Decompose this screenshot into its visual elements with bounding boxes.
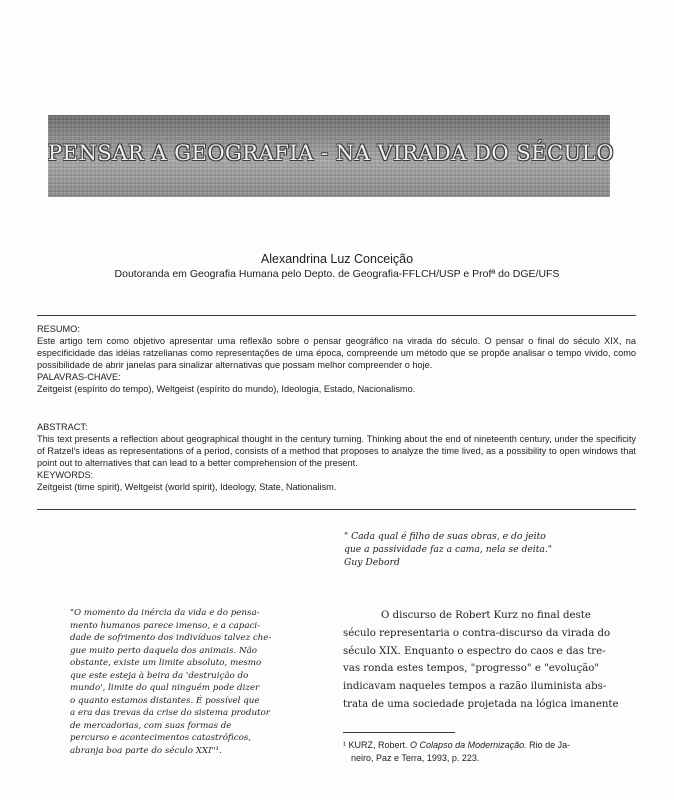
resumo-text: Este artigo tem como objetivo apresentar uma reflexão sobre o pensar geográfico na virada do século. O pensar o final do século XIX, na especificidade das idéias ratzelianas como representações de uma época, compreende um método que se propõe analisar o tempo vivido, como possibilidade de abrir janelas para sinalizar alternativas que possam melhor compreender o hoje. (37, 336, 636, 370)
quote-line: mento humanos parece imenso, e a capaci- (70, 620, 261, 631)
title-banner (48, 115, 614, 197)
quote-line: "O momento da inércia da vida e do pensa- (70, 608, 260, 618)
body-text (343, 607, 619, 714)
author-name: Alexandrina Luz Conceição (260, 252, 414, 266)
body-line: século XIX. Enquanto o espectro do caos e das tre- (343, 645, 606, 657)
epigraph-attribution: Guy Debord (344, 557, 400, 568)
quote-line: obstante, existe um limite absoluto, mesmo (70, 658, 262, 668)
body-line: vas ronda estes tempos, "progresso" e "evolução" (343, 663, 600, 675)
body-line: trata de uma sociedade projetada na lógica imanente (343, 698, 619, 710)
abstract-text: This text presents a reflection about geographical thought in the century turning. Thinking about the end of nineteenth century, under the specificity of Ratzel's ideas as representations of a period, consists of a method that proposes to analyze the time lived, as a possibility to open windows that point out to alternatives that can lead to a better comprehension of the present. (37, 434, 636, 468)
footnote (343, 739, 615, 765)
resumo-label: RESUMO: (37, 324, 80, 334)
abstract-section (37, 421, 636, 493)
quote-line: de mercadorias, com suas formas de (70, 720, 232, 731)
palavras-chave-text: Zeitgeist (espírito do tempo), Weltgeist (espírito do mundo), Ideologia, Estado, Nacionalismo. (37, 384, 416, 394)
body-line: indicavam naqueles tempos a razão iluminista abs- (343, 681, 607, 693)
quote-line: dade de sofrimento dos indivíduos talvez che- (70, 633, 272, 643)
quote-line: a era das trevas da crise do sistema produtor (70, 708, 270, 718)
epigraph-line: que a passividade faz a cama, nela se deita." (344, 544, 553, 555)
block-quote (70, 607, 312, 757)
footnote-text: Rio de Ja- (529, 740, 571, 750)
article-title: PENSAR A GEOGRAFIA - NA VIRADA DO SÉCULO (48, 141, 614, 165)
divider (37, 315, 636, 316)
footnote-divider (343, 732, 455, 733)
footnote-marker: ¹ (343, 740, 346, 750)
keywords-text: Zeitgeist (time spirit), Weltgeist (world spirit), Ideology, State, Nationalism. (37, 482, 337, 492)
abstract-label: ABSTRACT: (37, 422, 88, 432)
body-line: século representaria o contra-discurso da virada do (343, 627, 611, 639)
epigraph (344, 530, 584, 569)
divider (37, 509, 636, 510)
epigraph-line: " Cada qual é filho de suas obras, e do jeito (344, 531, 546, 542)
palavras-chave-label: PALAVRAS-CHAVE: (37, 372, 121, 382)
quote-line: percurso e acontecimentos catastróficos, (70, 733, 252, 743)
keywords-label: KEYWORDS: (37, 470, 94, 480)
footnote-line: neiro, Paz e Terra, 1993, p. 223. (351, 753, 480, 763)
author-affiliation: Doutoranda em Geografia Humana pelo Depto. de Geografia-FFLCH/USP e Profª do DGE/UFS (114, 268, 560, 280)
resumo-section (37, 323, 636, 395)
footnote-title: O Colapso da Modernização. (410, 740, 527, 750)
footnote-author: KURZ, Robert. (348, 740, 408, 750)
body-line: O discurso de Robert Kurz no final deste (381, 610, 591, 621)
quote-line: gue muito perto daquela dos animais. Não (70, 645, 258, 656)
quote-line: abranja boa parte do século XXI"¹. (70, 745, 222, 756)
quote-line: que este esteja à beira da 'destruição do (70, 670, 249, 681)
quote-line: o quanto estamos distantes. É possível que (70, 695, 260, 706)
quote-line: mundo', limite do qual ninguém pode dizer (70, 683, 260, 693)
footnote-line (343, 739, 615, 752)
